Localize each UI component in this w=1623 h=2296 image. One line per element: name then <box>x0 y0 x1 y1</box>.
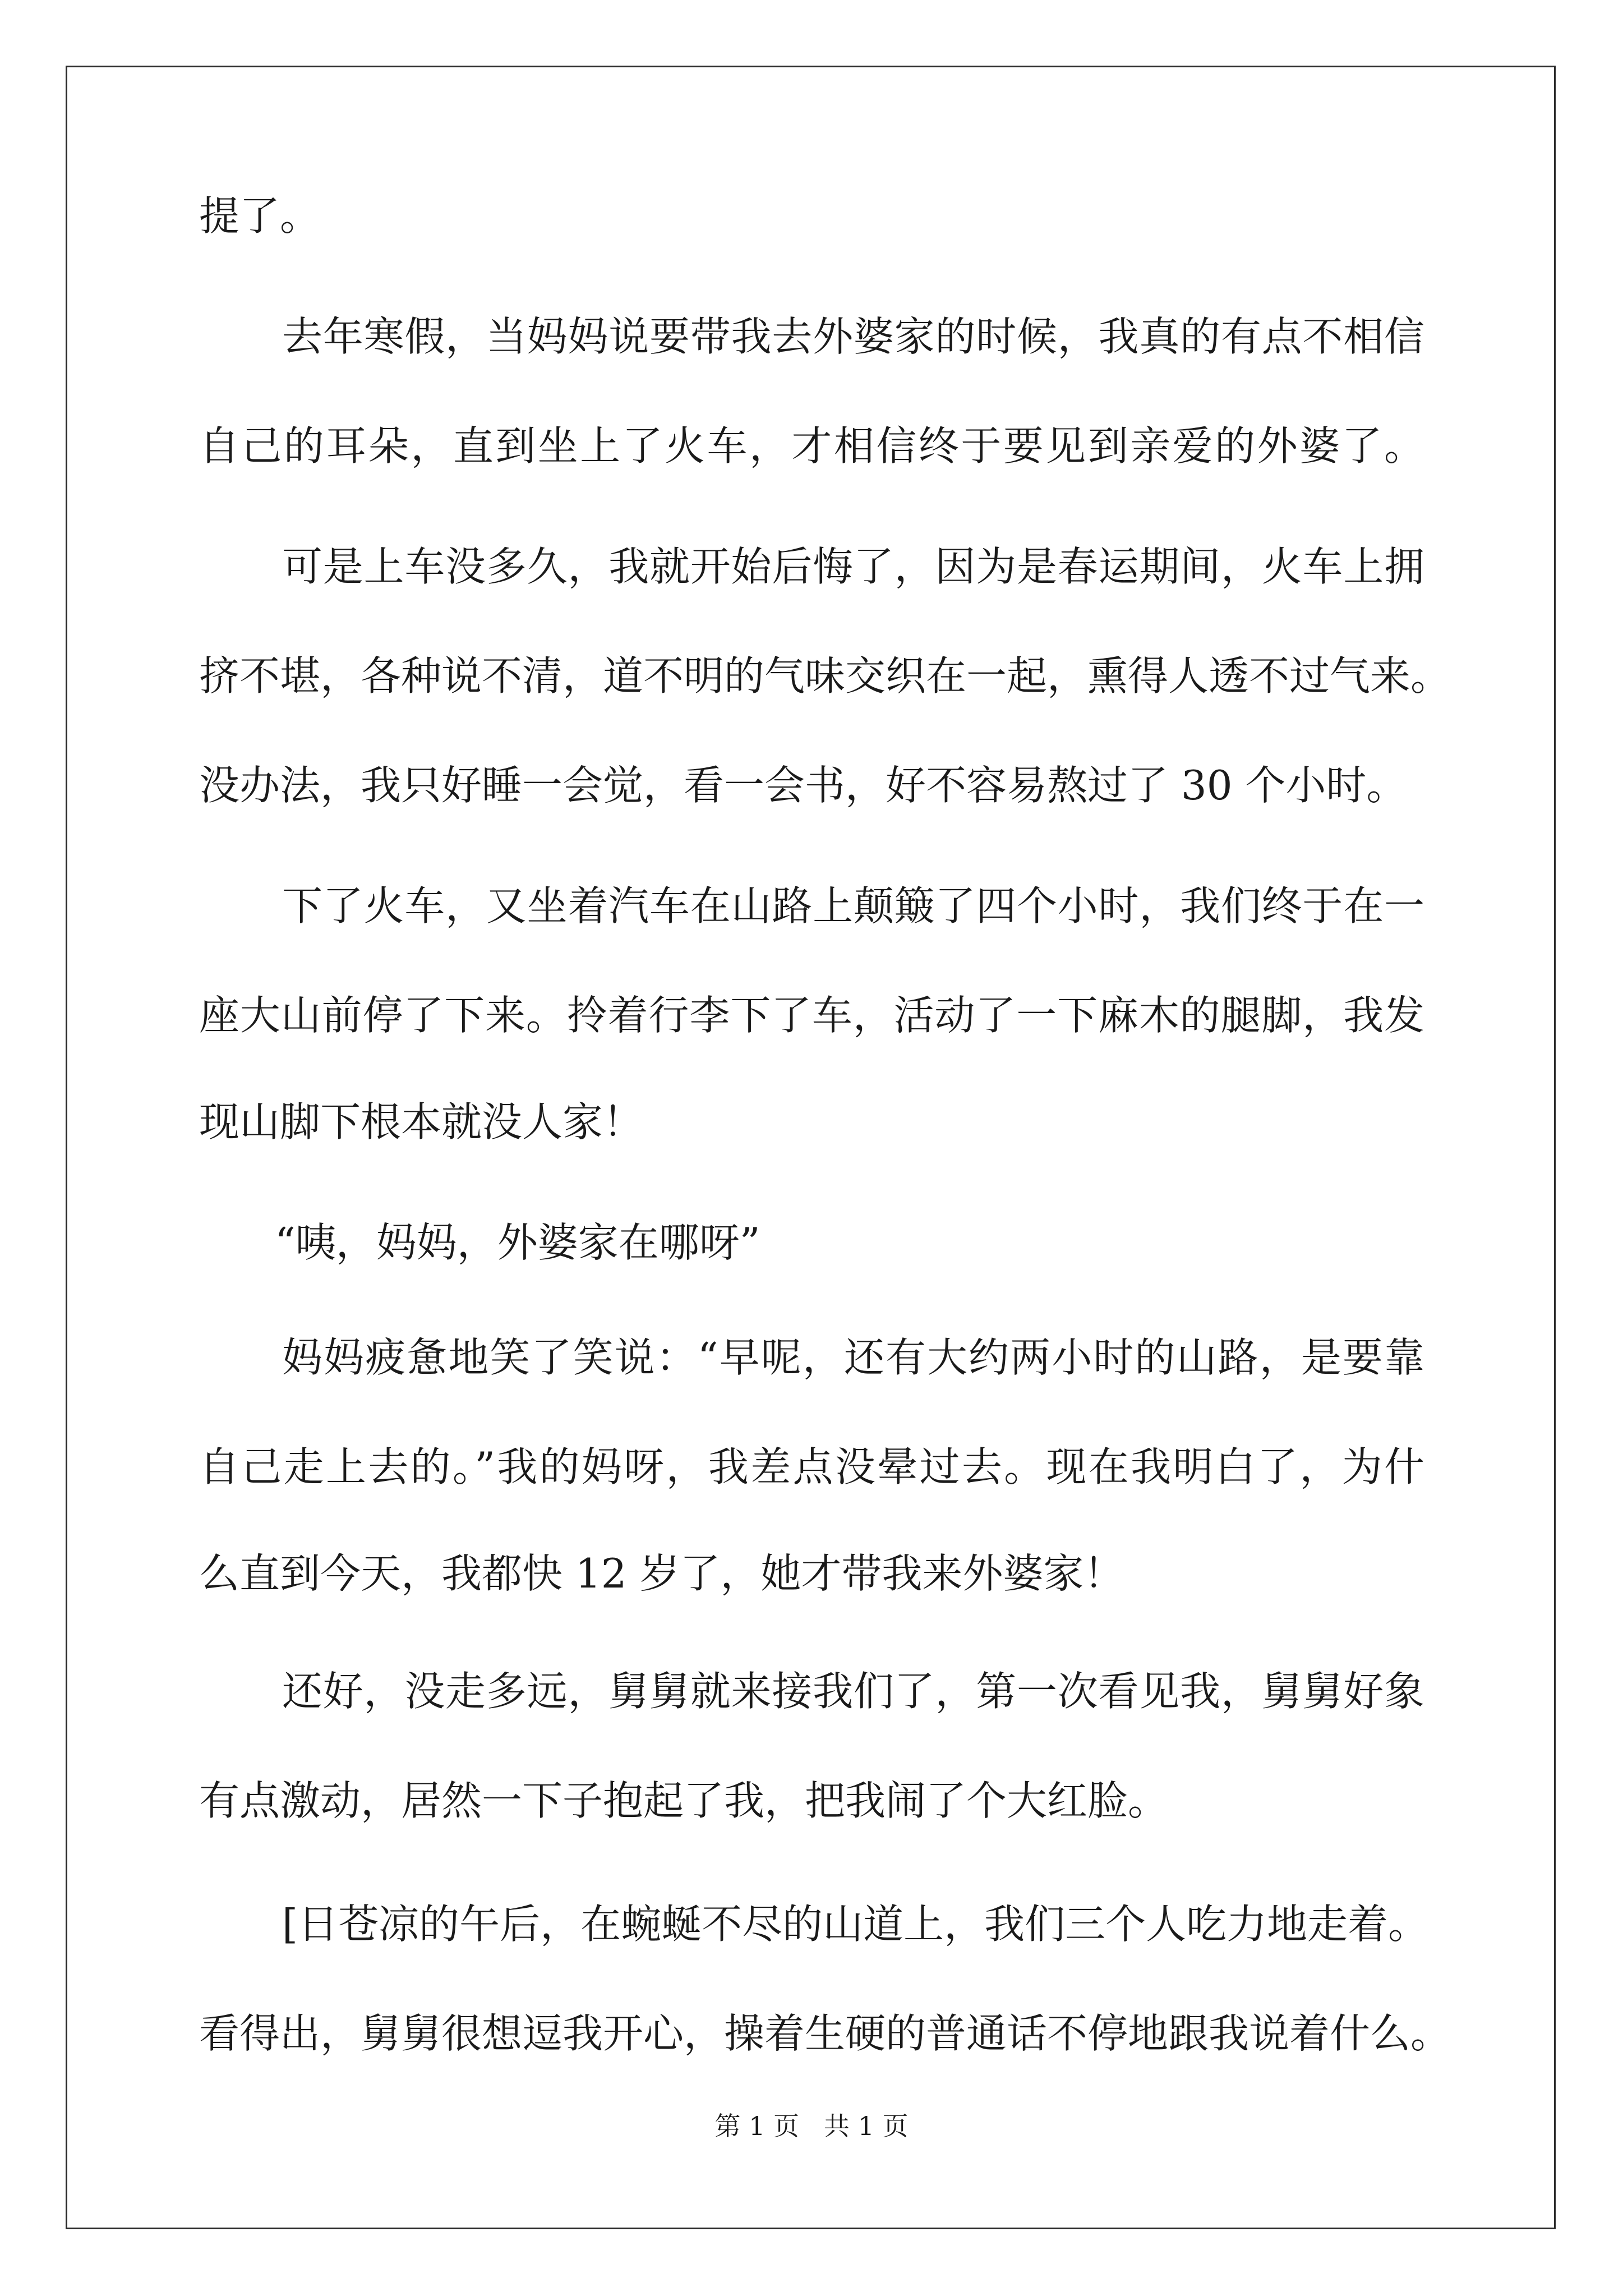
text-line: 还好，没走多远，舅舅就来接我们了，第一次看见我，舅舅好象 <box>282 1668 1424 1715</box>
text-line: 提了。 <box>199 192 321 240</box>
text-line: 妈妈疲惫地笑了笑说：“早呢，还有大约两小时的山路，是要靠 <box>282 1334 1424 1381</box>
text-line: 有点激动，居然一下子抱起了我，把我闹了个大红脸。 <box>199 1777 1169 1824</box>
text-line: 没办法，我只好睡一会觉，看一会书，好不容易熬过了 30 个小时。 <box>199 762 1407 809</box>
text-line: 下了火车，又坐着汽车在山路上颠簸了四个小时，我们终于在一 <box>282 882 1424 930</box>
text-line: 自己的耳朵，直到坐上了火车，才相信终于要见到亲爱的外婆了。 <box>199 422 1424 470</box>
text-line: 去年寒假，当妈妈说要带我去外婆家的时候，我真的有点不相信 <box>282 313 1424 360</box>
text-line: 自己走上去的。”我的妈呀，我差点没晕过去。现在我明白了，为什 <box>199 1443 1424 1490</box>
page-number: 第 1 页 <box>714 2111 799 2141</box>
text-line: 现山脚下根本就没人家！ <box>199 1098 644 1145</box>
text-line: [日苍凉的午后，在蜿蜒不尽的山道上，我们三个人吃力地走着。 <box>282 1901 1429 1948</box>
page-footer <box>0 2109 1623 2143</box>
page-total: 共 1 页 <box>824 2111 909 2141</box>
text-line: “咦，妈妈，外婆家在哪呀” <box>275 1219 760 1266</box>
text-line: 座大山前停了下来。拎着行李下了车，活动了一下麻木的腿脚，我发 <box>199 992 1424 1039</box>
text-line: 看得出，舅舅很想逗我开心，操着生硬的普通话不停地跟我说着什么。 <box>199 2010 1451 2057</box>
text-line: 么直到今天，我都快 12 岁了，她才带我来外婆家！ <box>199 1550 1124 1597</box>
text-line: 可是上车没多久，我就开始后悔了，因为是春运期间，火车上拥 <box>282 543 1424 590</box>
text-line: 挤不堪，各种说不清，道不明的气味交织在一起，熏得人透不过气来。 <box>199 652 1451 700</box>
